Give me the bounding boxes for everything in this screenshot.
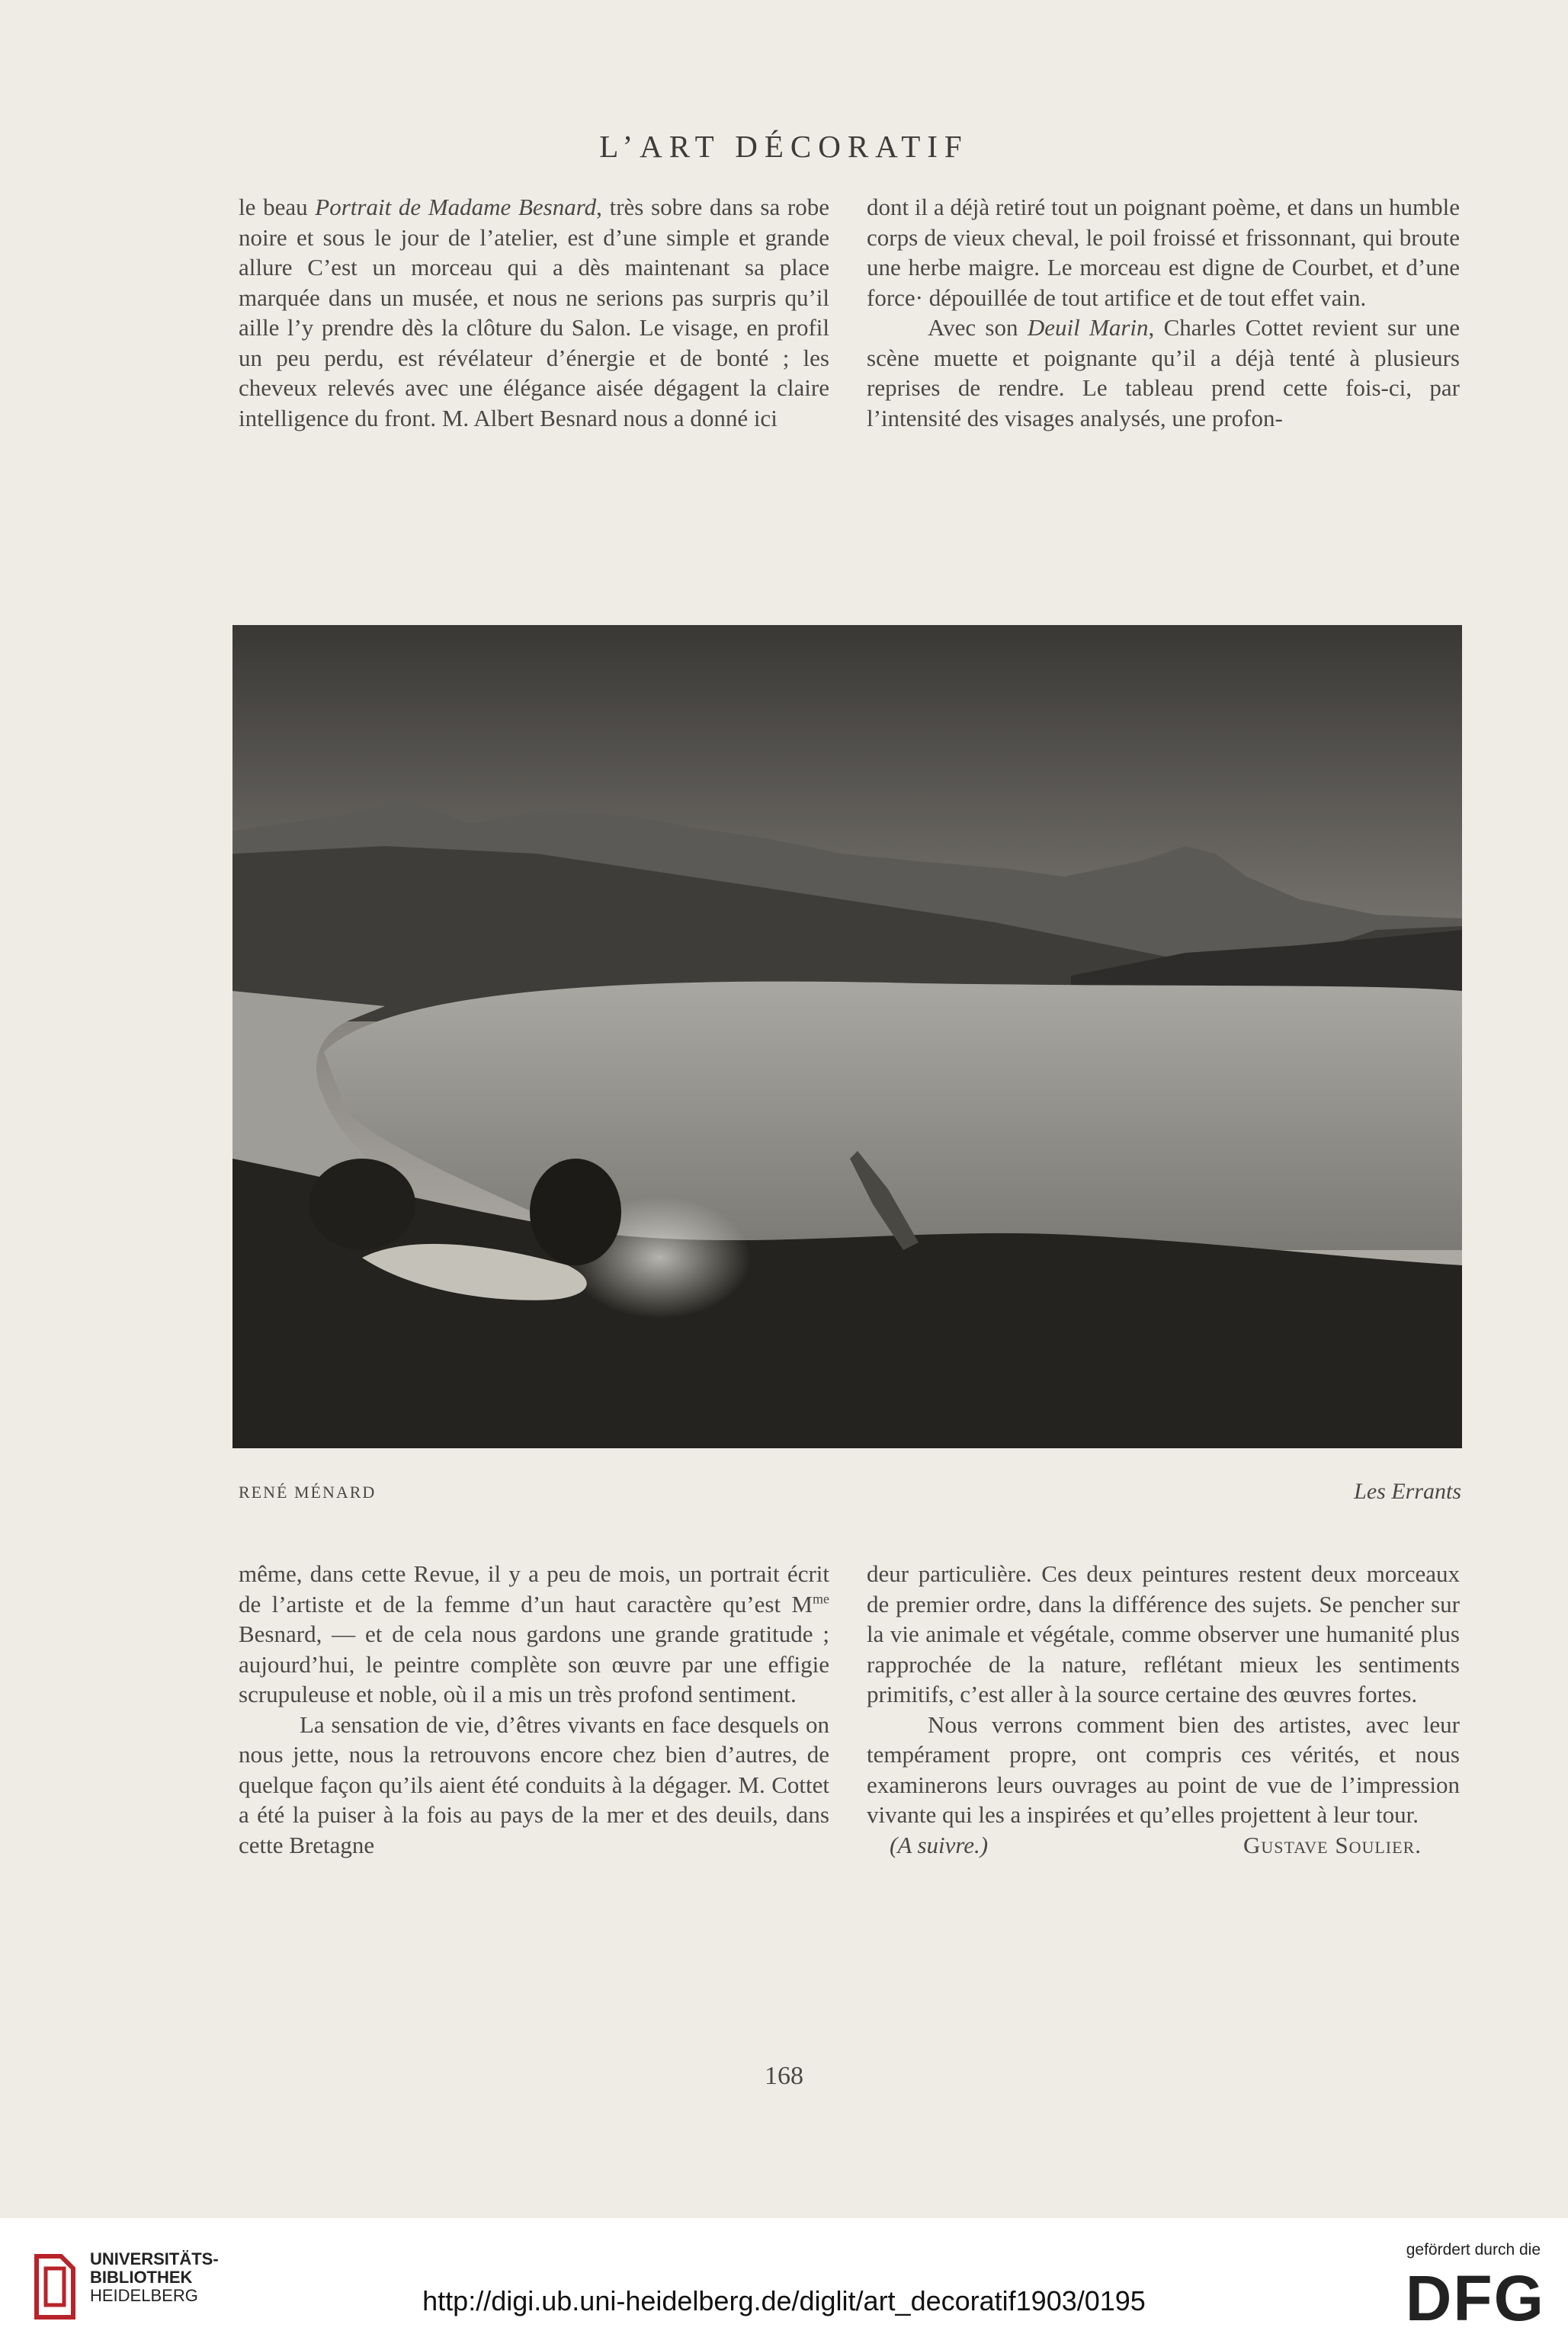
painting-reproduction (232, 625, 1462, 1448)
landscape-illustration (232, 625, 1462, 1448)
funding-note: gefördert durch die (1406, 2241, 1541, 2259)
running-header: L’ART DÉCORATIF (599, 129, 969, 164)
column-top-right (867, 192, 1460, 433)
artwork-title: Deuil Marin (1027, 314, 1149, 341)
library-name-line: HEIDELBERG (90, 2286, 198, 2305)
superscript: me (813, 1591, 829, 1607)
text-run: Besnard, — et de cela nous gardons une grande gratitude ; aujourd’hui, le peintre complète son œuvre par une effigie scrupuleuse et noble, où il a mis un très profond sentiment. (239, 1621, 829, 1707)
to-be-continued: (A suivre.) (890, 1831, 989, 1858)
text-run: , très sobre dans sa robe noire et sous le jour de l’atelier, est d’une simple et grande allure C’est un morceau qui a dès maintenant sa place marquée dans un musée, et nous ne serions pas surpris qu’il aille l’y prendre dès la clôture du Salon. Le visage, en profil un peu perdu, est révélateur d’énergie et de bonté ; les cheveux relevés avec une élégance aisée dégagent la claire intelligence du front. M. Albert Besnard nous a donné ici (239, 194, 830, 431)
caption-artist: RENÉ MÉNARD (239, 1483, 377, 1502)
paragraph: Nous verrons comment bien des artistes, avec leur tempérament propre, ont compris ces vérités, et nous examinerons leurs ouvrages au point de vue de l’impression vivante qui les a inspirées et qu’elles projettent à leur tour. (867, 1710, 1460, 1828)
text-run: , Charles Cottet revient sur une scène muette et poignante qu’il a déjà tenté à plusieurs reprises de rendre. Le tableau prend cette fois-ci, par l’intensité des visages analysés, une profon- (867, 314, 1461, 431)
dfg-logo: DFG (1405, 2262, 1545, 2334)
library-name-line: BIBLIOTHEK (90, 2268, 193, 2287)
caption-title: Les Errants (1354, 1479, 1461, 1504)
page-number: 168 (765, 2062, 803, 2090)
signature-row (867, 1830, 1460, 1861)
digitization-footer (0, 2218, 1568, 2350)
text-run: même, dans cette Revue, il y a peu de mois, un portrait écrit de l’artiste et de la femme d’un haut caractère qu’est M (239, 1560, 829, 1617)
paragraph: dont il a déjà retiré tout un poignant poème, et dans un humble corps de vieux cheval, le poil froissé et frissonnant, qui broute une herbe maigre. Le morceau est digne de Courbet, et d’une force· dépouillée de tout artifice et de tout effet vain. (867, 194, 1460, 311)
library-name-line: UNIVERSITÄTS- (90, 2249, 219, 2268)
text-run: le beau (239, 194, 316, 220)
column-top-left (239, 192, 829, 433)
column-bottom-left (239, 1559, 829, 1860)
author-signature: Gustave Soulier. (1243, 1831, 1422, 1858)
paragraph: La sensation de vie, d’êtres vivants en face desquels on nous jette, nous la retrouvons encore chez bien d’autres, de quelque façon qu’ils aient été conduits à la dégager. M. Cottet a été la puiser à la fois au pays de la mer et des deuils, dans cette Bretagne (239, 1710, 829, 1858)
text-run: Avec son (928, 314, 1028, 341)
paragraph: deur particulière. Ces deux peintures restent deux morceaux de premier ordre, dans la différence des sujets. Se pencher sur la vie animale et végétale, comme observer une humanité plus rapprochée de la nature, reflétant mieux les sentiments primitifs, c’est aller à la source certaine des œuvres fortes. (867, 1560, 1460, 1707)
paragraph (239, 1559, 829, 1710)
paragraph (867, 313, 1460, 433)
artwork-title: Portrait de Madame Besnard (315, 194, 597, 220)
source-url[interactable]: http://digi.ub.uni-heidelberg.de/diglit/art_decoratif1903/0195 (422, 2285, 1146, 2316)
paragraph (239, 192, 829, 433)
column-bottom-right (867, 1559, 1460, 1860)
